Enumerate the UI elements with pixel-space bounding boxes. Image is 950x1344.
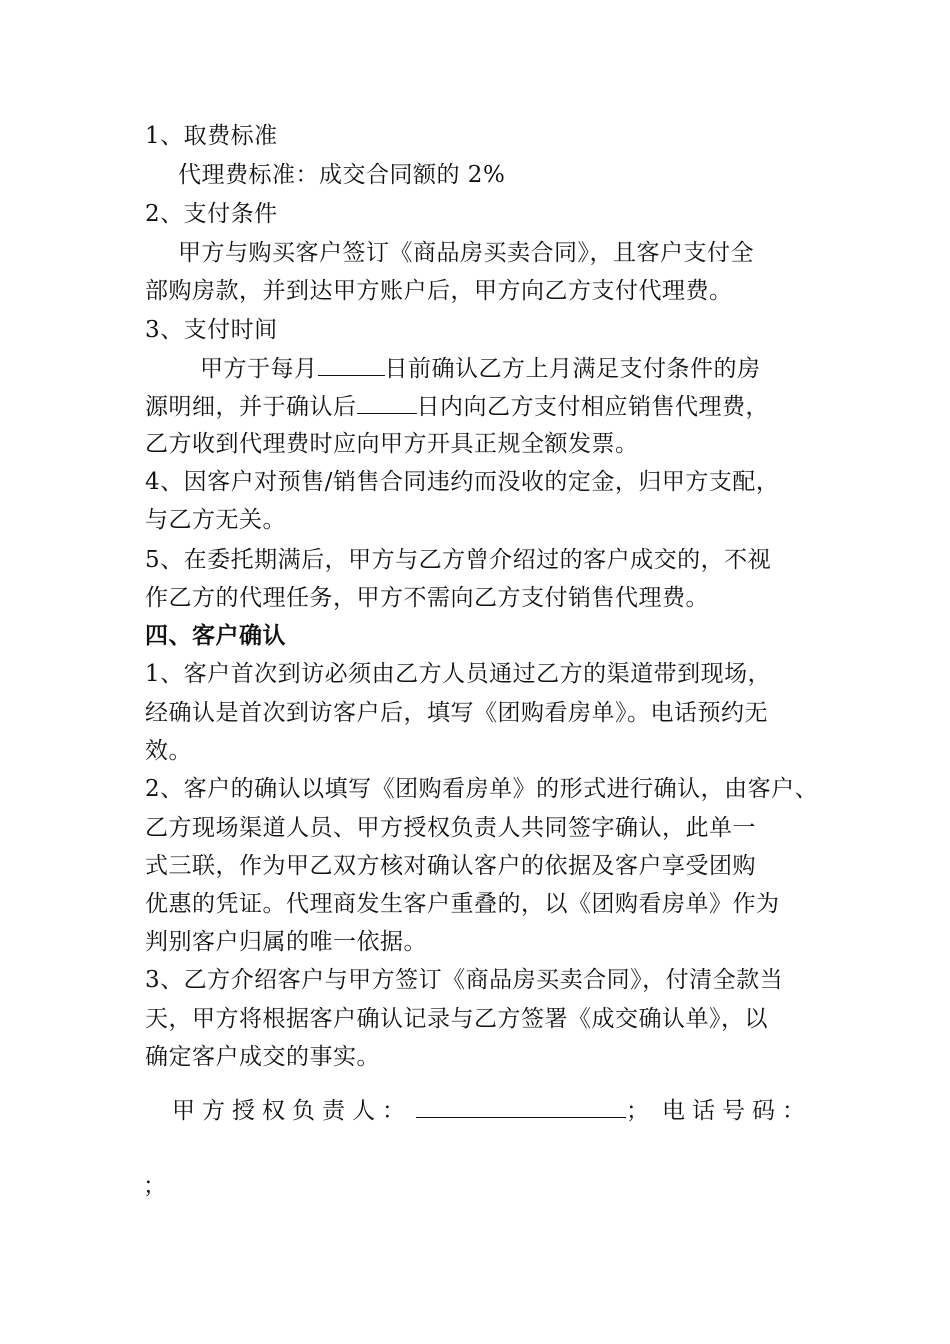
section4-p1-line: 经确认是首次到访客户后，填写《团购看房单》。电话预约无 [145, 700, 768, 726]
days-blank[interactable] [357, 391, 417, 414]
payment-time-text: 甲方于每月 [200, 356, 318, 382]
signature-label: 甲方授权负责人： [172, 1098, 412, 1124]
phone-label: 电话号码： [662, 1098, 812, 1124]
section4-p3-line: 天，甲方将根据客户确认记录与乙方签署《成交确认单》，以 [145, 1006, 768, 1032]
payment-time-line [200, 353, 761, 384]
section4-p1-line: 效。 [145, 738, 192, 764]
day-blank[interactable] [318, 353, 385, 376]
section4-p3-line: 3、乙方介绍客户与甲方签订《商品房买卖合同》，付清全款当 [145, 967, 784, 993]
section4-p2-line: 乙方现场渠道人员、甲方授权负责人共同签字确认，此单一 [145, 815, 756, 841]
signature-separator: ； [626, 1098, 656, 1124]
section4-p2-line: 判别客户归属的唯一依据。 [145, 929, 427, 955]
item4-line: 与乙方无关。 [145, 507, 286, 533]
payment-condition-line: 甲方与购买客户签订《商品房买卖合同》，且客户支付全 [178, 240, 754, 266]
section4-p3-line: 确定客户成交的事实。 [145, 1044, 380, 1070]
section4-p2-line: 2、客户的确认以填写《团购看房单》的形式进行确认，由客户、 [145, 776, 819, 802]
item5-line: 5、在委托期满后，甲方与乙方曾介绍过的客户成交的，不视 [145, 547, 772, 573]
trailing-semicolon: ； [143, 1173, 167, 1199]
payment-time-text: 源明细，并于确认后 [145, 394, 357, 420]
item4-line: 4、因客户对预售/销售合同违约而没收的定金，归甲方支配， [145, 469, 780, 495]
fee-heading: 1、取费标准 [145, 123, 278, 149]
payment-time-line [145, 391, 769, 422]
fee-standard: 代理费标准：成交合同额的 2% [178, 162, 506, 188]
signature-blank[interactable] [416, 1095, 626, 1118]
section4-title: 四、客户确认 [145, 622, 286, 649]
item5-line: 作乙方的代理任务，甲方不需向乙方支付销售代理费。 [145, 585, 709, 611]
section4-p1-line: 1、客户首次到访必须由乙方人员通过乙方的渠道带到现场， [145, 661, 772, 687]
section4-p2-line: 优惠的凭证。代理商发生客户重叠的，以《团购看房单》作为 [145, 891, 780, 917]
payment-time-text: 日前确认乙方上月满足支付条件的房 [384, 356, 761, 382]
signature-line [172, 1095, 812, 1126]
section4-p2-line: 式三联，作为甲乙双方核对确认客户的依据及客户享受团购 [145, 853, 756, 879]
payment-condition-heading: 2、支付条件 [145, 201, 278, 227]
payment-time-line: 乙方收到代理费时应向甲方开具正规全额发票。 [145, 431, 639, 457]
payment-time-heading: 3、支付时间 [145, 317, 278, 343]
payment-condition-line: 部购房款，并到达甲方账户后，甲方向乙方支付代理费。 [145, 278, 733, 304]
payment-time-text: 日内向乙方支付相应销售代理费， [416, 394, 769, 420]
